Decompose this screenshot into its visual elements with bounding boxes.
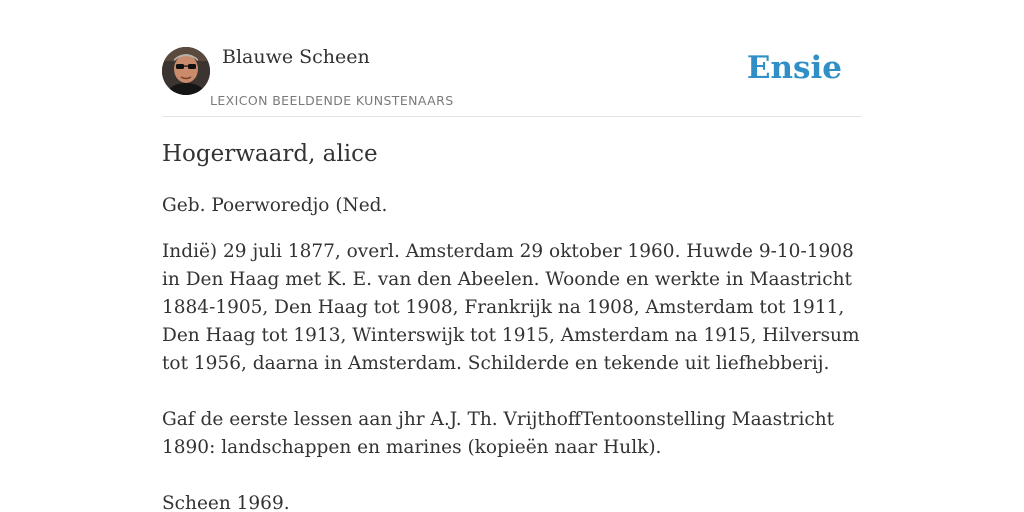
article-title: Hogerwaard, alice: [162, 141, 378, 167]
article-paragraph: Indië) 29 juli 1877, overl. Amsterdam 29 oktober 1960. Huwde 9-10-1908 in Den Haag met K. E. van den Abeelen. Woonde en werkte in Maastricht 1884-1905, Den Haag tot 1908, Frankrijk na 1908, Amsterdam tot 1911, Den Haag tot 1913, Winterswijk tot 1915, Amsterdam na 1915, Hilversum tot 1956, daarna in Amsterdam. Schilderde en tekende uit liefhebberij.: [162, 241, 860, 374]
article-paragraph: Geb. Poerworedjo (Ned.: [162, 195, 388, 216]
article-body: [162, 139, 868, 512]
author-name[interactable]: Blauwe Scheen: [222, 46, 370, 68]
article-header: [162, 0, 862, 117]
publication-name[interactable]: LEXICON BEELDENDE KUNSTENAARS: [210, 93, 454, 108]
author-avatar[interactable]: [162, 47, 210, 95]
article-paragraph: Gaf de eerste lessen aan jhr A.J. Th. VrijthoffTentoonstelling Maastricht 1890: landschappen en marines (kopieën naar Hulk).: [162, 409, 835, 458]
avatar-portrait-icon: [162, 47, 210, 95]
article-paragraph: Scheen 1969.: [162, 493, 290, 512]
ensie-logo[interactable]: Ensie: [746, 50, 842, 86]
